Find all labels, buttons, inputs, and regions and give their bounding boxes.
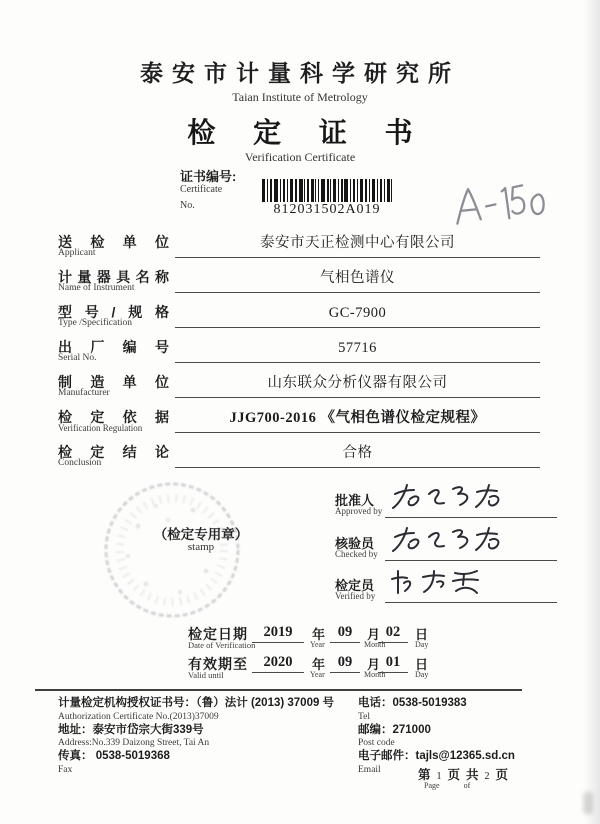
signature-row-checked [335,527,560,567]
fax-en: Fax [58,764,73,775]
day-unit-cn: 日 [415,657,429,672]
day-unit-en: Day [415,640,429,649]
certificate-no-value: 812031502A019 [273,202,381,217]
field-label-en: Name of Instrument [58,283,135,293]
certificate-title-en: Verification Certificate [244,150,356,164]
tel-cn: 电话：0538-5019383 [358,697,467,709]
field-value-line [175,266,540,293]
page-char: 页 [447,768,461,782]
field-row-applicant [58,231,540,266]
certificate-no-label-en2: No. [180,200,195,211]
scan-edge-shadow [584,0,600,824]
field-label-cn: 送检单位 [58,234,170,250]
field-label-en: Conclusion [58,458,102,468]
valid-until-year: 2020 [252,654,304,673]
month-unit-cn: 月 [367,657,381,672]
page-char: 第 [418,768,431,782]
authorization-no-cn: 计量检定机构授权证书号：（鲁）法计 (2013) 37009 号 [58,697,335,709]
field-label-cn: 型号/规格 [58,304,170,320]
day-unit-en: Day [415,670,429,679]
field-label-cn: 出厂编号 [58,339,170,355]
page-total: 2 [484,771,490,782]
signature-row-approved [335,484,560,524]
field-label-cn: 检定依据 [58,409,170,425]
field-value-line [175,301,540,328]
approver-signature [389,482,509,514]
month-unit-en: Month [364,640,386,649]
year-unit-cn: 年 [312,657,326,672]
signature-label-en: Checked by [335,549,378,559]
footer-left-column [58,697,338,777]
field-value-line [175,336,540,363]
field-row-instrument-name [58,266,540,301]
date-label-en: Date of Verification [188,640,256,650]
email-cn: 电子邮件：tajls@12365.sd.cn [358,750,515,762]
tel-en: Tel [358,711,370,722]
month-unit-en: Month [364,670,386,679]
valid-until-month: 09 [330,654,360,673]
field-row-type-spec [58,301,540,336]
field-label-en: Applicant [58,248,96,258]
signature-label-cn: 检定员 [335,578,375,593]
date-label-cn: 有效期至 [188,656,248,672]
signature-label-en: Approved by [335,506,383,516]
page-char: 页 [495,768,509,782]
certificate-title-cn: 检 定 证 书 [187,117,428,148]
page-en-label: Page [424,781,440,790]
scan-smudge [583,792,593,814]
address-cn: 地址：泰安市岱宗大街339号 [58,723,204,736]
year-unit-cn: 年 [312,627,326,642]
verification-month: 09 [330,624,360,643]
signature-label-cn: 批准人 [335,493,375,508]
field-value-line [175,371,540,398]
verification-year: 2019 [252,624,304,643]
page-char: 共 [466,768,479,782]
field-value-line [175,441,540,468]
valid-until-day: 01 [378,654,408,673]
date-label-en: Valid until [188,670,224,680]
field-label-en: Type /Specification [58,318,132,328]
verification-day: 02 [378,624,408,643]
signature-row-verified [335,569,560,609]
field-label-en: Verification Regulation [58,423,143,433]
institute-name-en: Taian Institute of Metrology [232,90,368,104]
authorization-no-en: Authorization Certificate No.(2013)37009 [58,711,219,722]
handwritten-note [449,175,549,238]
field-value: 气相色谱仪 [320,270,395,286]
checker-signature [389,525,509,557]
date-row-verification [188,624,518,654]
field-label-en: Manufacturer [58,388,110,398]
field-value: 泰安市天正检测中心有限公司 [260,235,455,251]
field-value-line [175,406,540,433]
postcode-cn: 邮编：271000 [358,723,431,736]
date-label-cn: 检定日期 [188,626,248,642]
institute-name-cn: 泰安市计量科学研究所 [140,60,460,86]
field-value-line [175,231,540,258]
field-value: GC-7900 [328,305,387,321]
field-label-cn: 制造单位 [58,374,170,390]
year-unit-en: Year [310,640,325,649]
field-label-en: Serial No. [58,353,97,363]
certificate-no-label-en1: Certificate [180,184,223,195]
field-row-regulation [58,406,540,441]
certificate-no-label-cn: 证书编号: [180,169,237,184]
address-en: Address:No.339 Daizong Street, Tai An [58,738,210,748]
page-current: 1 [436,771,442,782]
field-row-manufacturer [58,371,540,406]
field-label-cn: 检定结论 [58,444,170,460]
email-en: Email [358,764,381,775]
signature-label-cn: 核验员 [335,536,375,551]
date-row-valid-until [188,654,518,684]
verifier-signature [389,567,509,599]
month-unit-cn: 月 [367,627,381,642]
stamp-label-en: stamp [187,541,215,553]
field-value: JJG700-2016 《气相色谱仪检定规程》 [229,410,486,426]
field-value: 57716 [338,340,377,356]
field-row-serial-no [58,336,540,371]
stamp-label-cn: （检定专用章） [153,527,249,542]
fax-cn: 传真： 0538-5019368 [58,750,170,762]
field-value: 山东联众分析仪器有限公司 [267,375,448,391]
postcode-en: Post code [358,738,395,748]
footer-divider [35,689,522,691]
year-unit-en: Year [310,670,325,679]
page-of-label: of [463,781,471,790]
page-number-en [424,781,470,790]
signature-label-en: Verified by [335,591,376,601]
field-label-cn: 计量器具名称 [58,269,170,285]
day-unit-cn: 日 [415,627,429,642]
field-row-conclusion [58,441,540,476]
field-value: 合格 [342,445,373,461]
